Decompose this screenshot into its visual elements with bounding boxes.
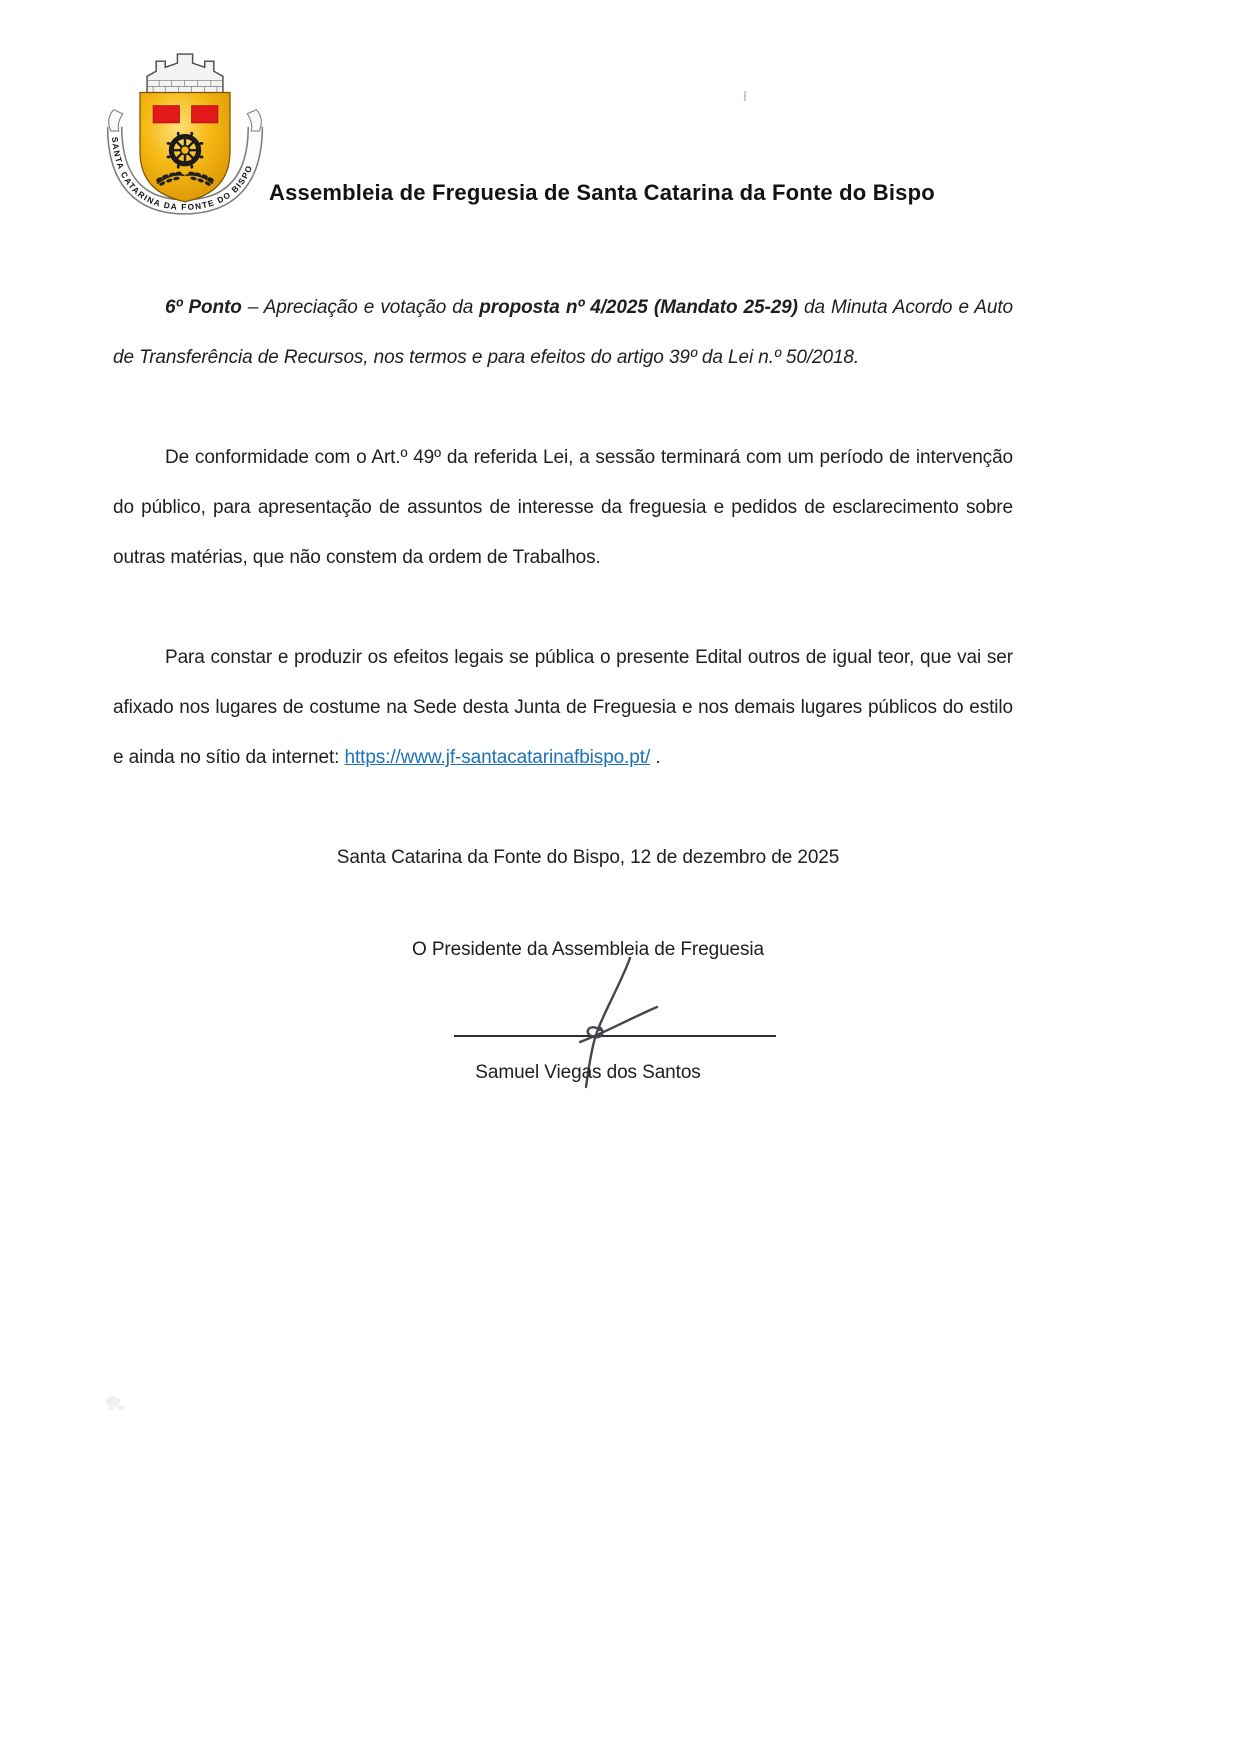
- document-body: [113, 283, 1013, 833]
- agenda-point-rest: da Minuta Acordo e Auto de Transferência de Recursos, nos termos e para efeitos do artigo 39º da Lei n.º 50/2018.: [113, 297, 1013, 368]
- agenda-point-label: 6º Ponto: [165, 297, 242, 318]
- session-info-paragraph: De conformidade com o Art.º 49º da referida Lei, a sessão terminará com um período de intervenção do público, para apresentação de assuntos de interesse da freguesia e pedidos de esclarecimento sobre outras matérias, que não constem da ordem de Trabalhos.: [113, 447, 1013, 568]
- agenda-point-text: – Apreciação e votação da: [241, 297, 480, 318]
- agenda-point-paragraph: [113, 283, 1013, 383]
- emblem-ribbon-text: SANTA CATARINA DA FONTE DO BISPO: [109, 136, 255, 212]
- scan-artifact-smudge: [106, 1396, 120, 1407]
- publication-paragraph: [113, 633, 1013, 783]
- emblem-crown: [147, 54, 223, 94]
- website-link[interactable]: https://www.jf-santacatarinafbispo.pt/: [344, 747, 651, 768]
- proposal-reference: proposta nº 4/2025 (Mandato 25-29): [479, 297, 798, 318]
- publication-text: Para constar e produzir os efeitos legais se pública o presente Edital outros de igual teor, que vai ser afixado nos lugares de costume na Sede desta Junta de Freguesia e nos demais lugares públicos do estilo e ainda no sítio da internet:: [113, 647, 1013, 768]
- dateline: Santa Catarina da Fonte do Bispo, 12 de dezembro de 2025: [336, 847, 840, 868]
- signer-name: Samuel Viegas dos Santos: [475, 1062, 701, 1083]
- publication-text-end: .: [650, 747, 661, 768]
- page-title: Assembleia de Freguesia de Santa Catarina da Fonte do Bispo: [269, 180, 935, 205]
- signer-role: O Presidente da Assembleia de Freguesia: [411, 939, 765, 960]
- coat-of-arms-emblem: [106, 48, 264, 222]
- scan-artifact-dash: [744, 91, 747, 101]
